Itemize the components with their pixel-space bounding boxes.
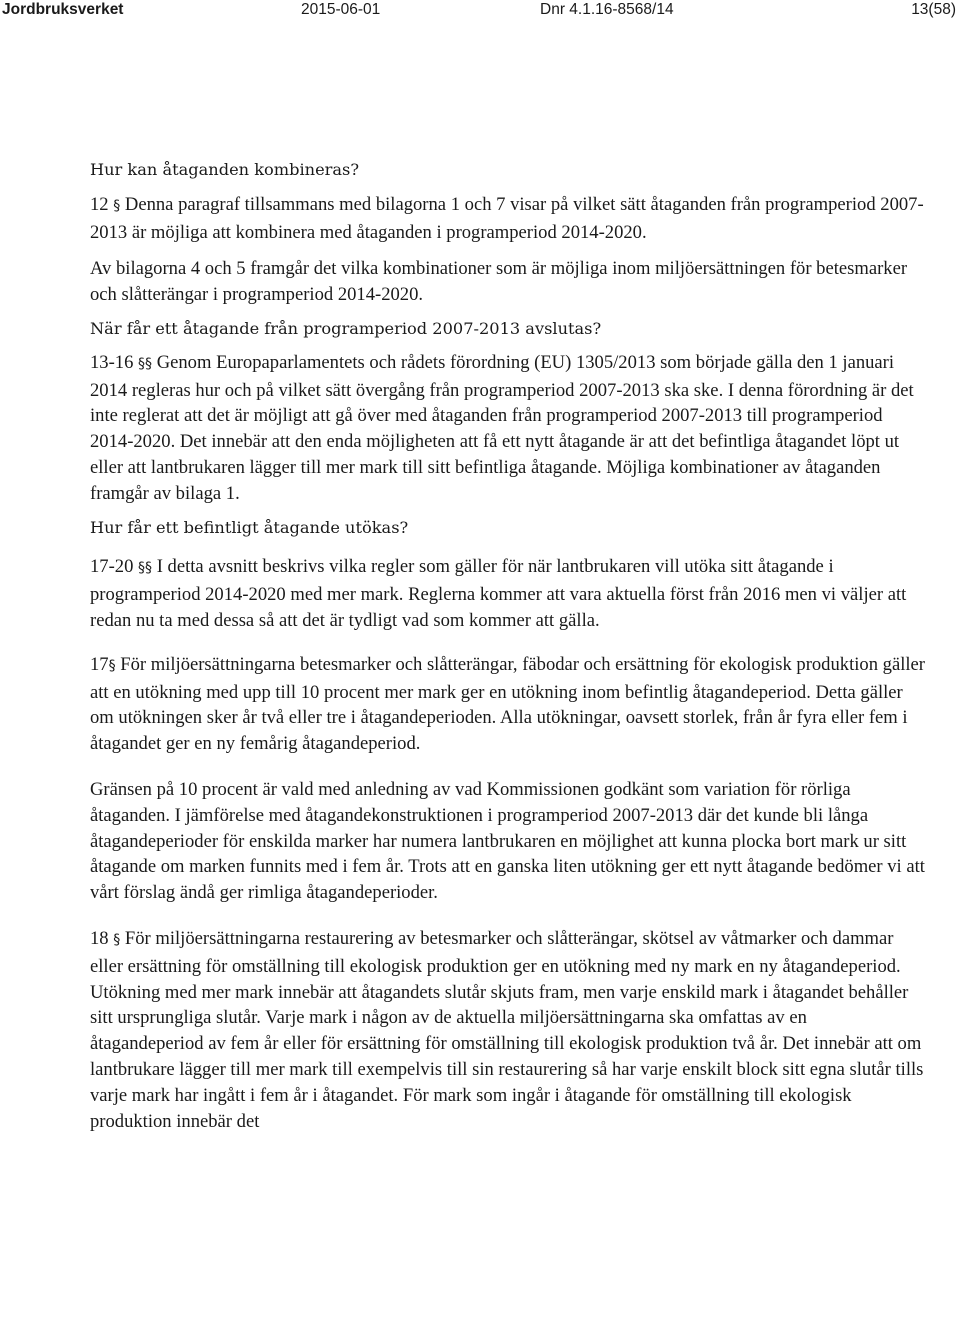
paragraph-text: För miljöersättningarna betesmarker och slåtterängar, fäbodar och ersättning för ekologisk produktion gäller att en utökning med upp till 10 procent mer mark ger en utökning inom befintlig åtagandeperiod. Detta gäller om utökningen sker år två eller tre i åtagandeperioden. Alla utökningar, oavsett storlek, från år fyra eller fem i åtagandet ger en ny femårig åtagandeperiod. — [90, 653, 925, 755]
paragraph-text: I detta avsnitt beskrivs vilka regler som gäller för när lantbrukaren vill utöka sitt åtagande i programperiod 2014-2020 med mer mark. Reglerna kommer att vara aktuella först från 2016 men vi väljer att redan nu ta med dessa så att det är tydligt vad som kommer att gälla. — [90, 556, 907, 631]
document-body — [90, 157, 925, 1134]
paragraph-17-limit: Gränsen på 10 procent är vald med anledning av vad Kommissionen godkänt som variation för rörliga åtaganden. I jämförelse med åtagandekonstruktionen i programperiod 2007-2013 där det kunde bli långa åtagandeperioder för enskilda marker har numera lantbrukaren en möjlighet att kunna plocka bort mark ur sitt åtagande om marken funnits med i fem år. Trots att en ganska liten utökning ger ett nytt åtagande bedömer vi att vårt förslag ändå ger rimliga åtagandeperioder. — [90, 778, 925, 904]
paragraph-12-appendices: Av bilagorna 4 och 5 framgår det vilka kombinationer som är möjliga inom miljöersättningen för betesmarker och slåtterängar i programperiod 2014-2020. — [90, 258, 908, 306]
section-sign: § — [113, 931, 121, 948]
paragraph-17 — [90, 652, 925, 757]
page-header — [0, 0, 960, 24]
section-sign: §§ — [138, 355, 153, 372]
paragraph-number: 17-20 — [90, 556, 134, 578]
heading-combine-commitments: Hur kan åtaganden kombineras? — [90, 160, 360, 179]
section-sign: §§ — [138, 560, 153, 577]
paragraph-text: Genom Europaparlamentets och rådets förordning (EU) 1305/2013 som började gälla den 1 januari 2014 regleras hur och på vilket sätt övergång från programperiod 2007-2013 ska ske. I denna förordning är det inte reglerat att det är möjligt att gå över med åtaganden från programperiod 2007-2013 till programperiod 2014-2020. Det innebär att den enda möjligheten att få ett nytt åtagande är att det befintliga åtagandet löpt ut eller att lantbrukaren lägger till mer mark till sitt befintliga åtagande. Möjliga kombinationer av åtaganden framgår av bilaga 1. — [90, 351, 914, 504]
header-dnr: Dnr 4.1.16-8568/14 — [540, 1, 674, 18]
paragraph-number: 18 — [90, 927, 109, 949]
paragraph-18 — [90, 926, 925, 1134]
header-page-number: 13(58) — [911, 1, 956, 18]
paragraph-number: 13-16 — [90, 351, 134, 373]
section-sign: § — [113, 197, 121, 214]
paragraph-text: Denna paragraf tillsammans med bilagorna 1 och 7 visar på vilket sätt åtaganden från programperiod 2007-2013 är möjliga att kombinera med åtaganden i programperiod 2014-2020. — [90, 193, 924, 243]
paragraph-number: 17 — [90, 653, 109, 675]
paragraph-12 — [90, 192, 925, 246]
paragraph-17-20 — [90, 554, 925, 633]
header-organization: Jordbruksverket — [2, 1, 124, 18]
section-sign: § — [108, 657, 116, 674]
heading-end-commitment: När får ett åtagande från programperiod 2007-2013 avslutas? — [90, 318, 602, 338]
paragraph-text: För miljöersättningarna restaurering av betesmarker och slåtterängar, skötsel av våtmarker och dammar eller ersättning för omställning till ekologisk produktion ger en utökning med ny mark en ny åtagandeperiod. Utökning med mer mark innebär att åtagandets slutår skjuts fram, men varje enskild mark i åtagandet behåller sitt ursprungliga slutår. Varje mark i någon av de aktuella miljöersättningarna ska omfattas av en åtagandeperiod av fem år eller för ersättning för omställning till ekologisk produktion två år. Det innebär att om lantbrukare lägger till mer mark till exempelvis till sin restaurering så har varje enskilt block sitt egna slutår tills varje mark har ingått i fem år i åtagandet. För mark som ingår i åtagande för omställning till ekologisk produktion innebär det — [90, 927, 924, 1132]
header-date: 2015-06-01 — [301, 1, 381, 18]
paragraph-number: 12 — [90, 193, 109, 215]
paragraph-13-16 — [90, 350, 925, 507]
heading-extend-commitment: Hur får ett befintligt åtagande utökas? — [90, 517, 409, 537]
